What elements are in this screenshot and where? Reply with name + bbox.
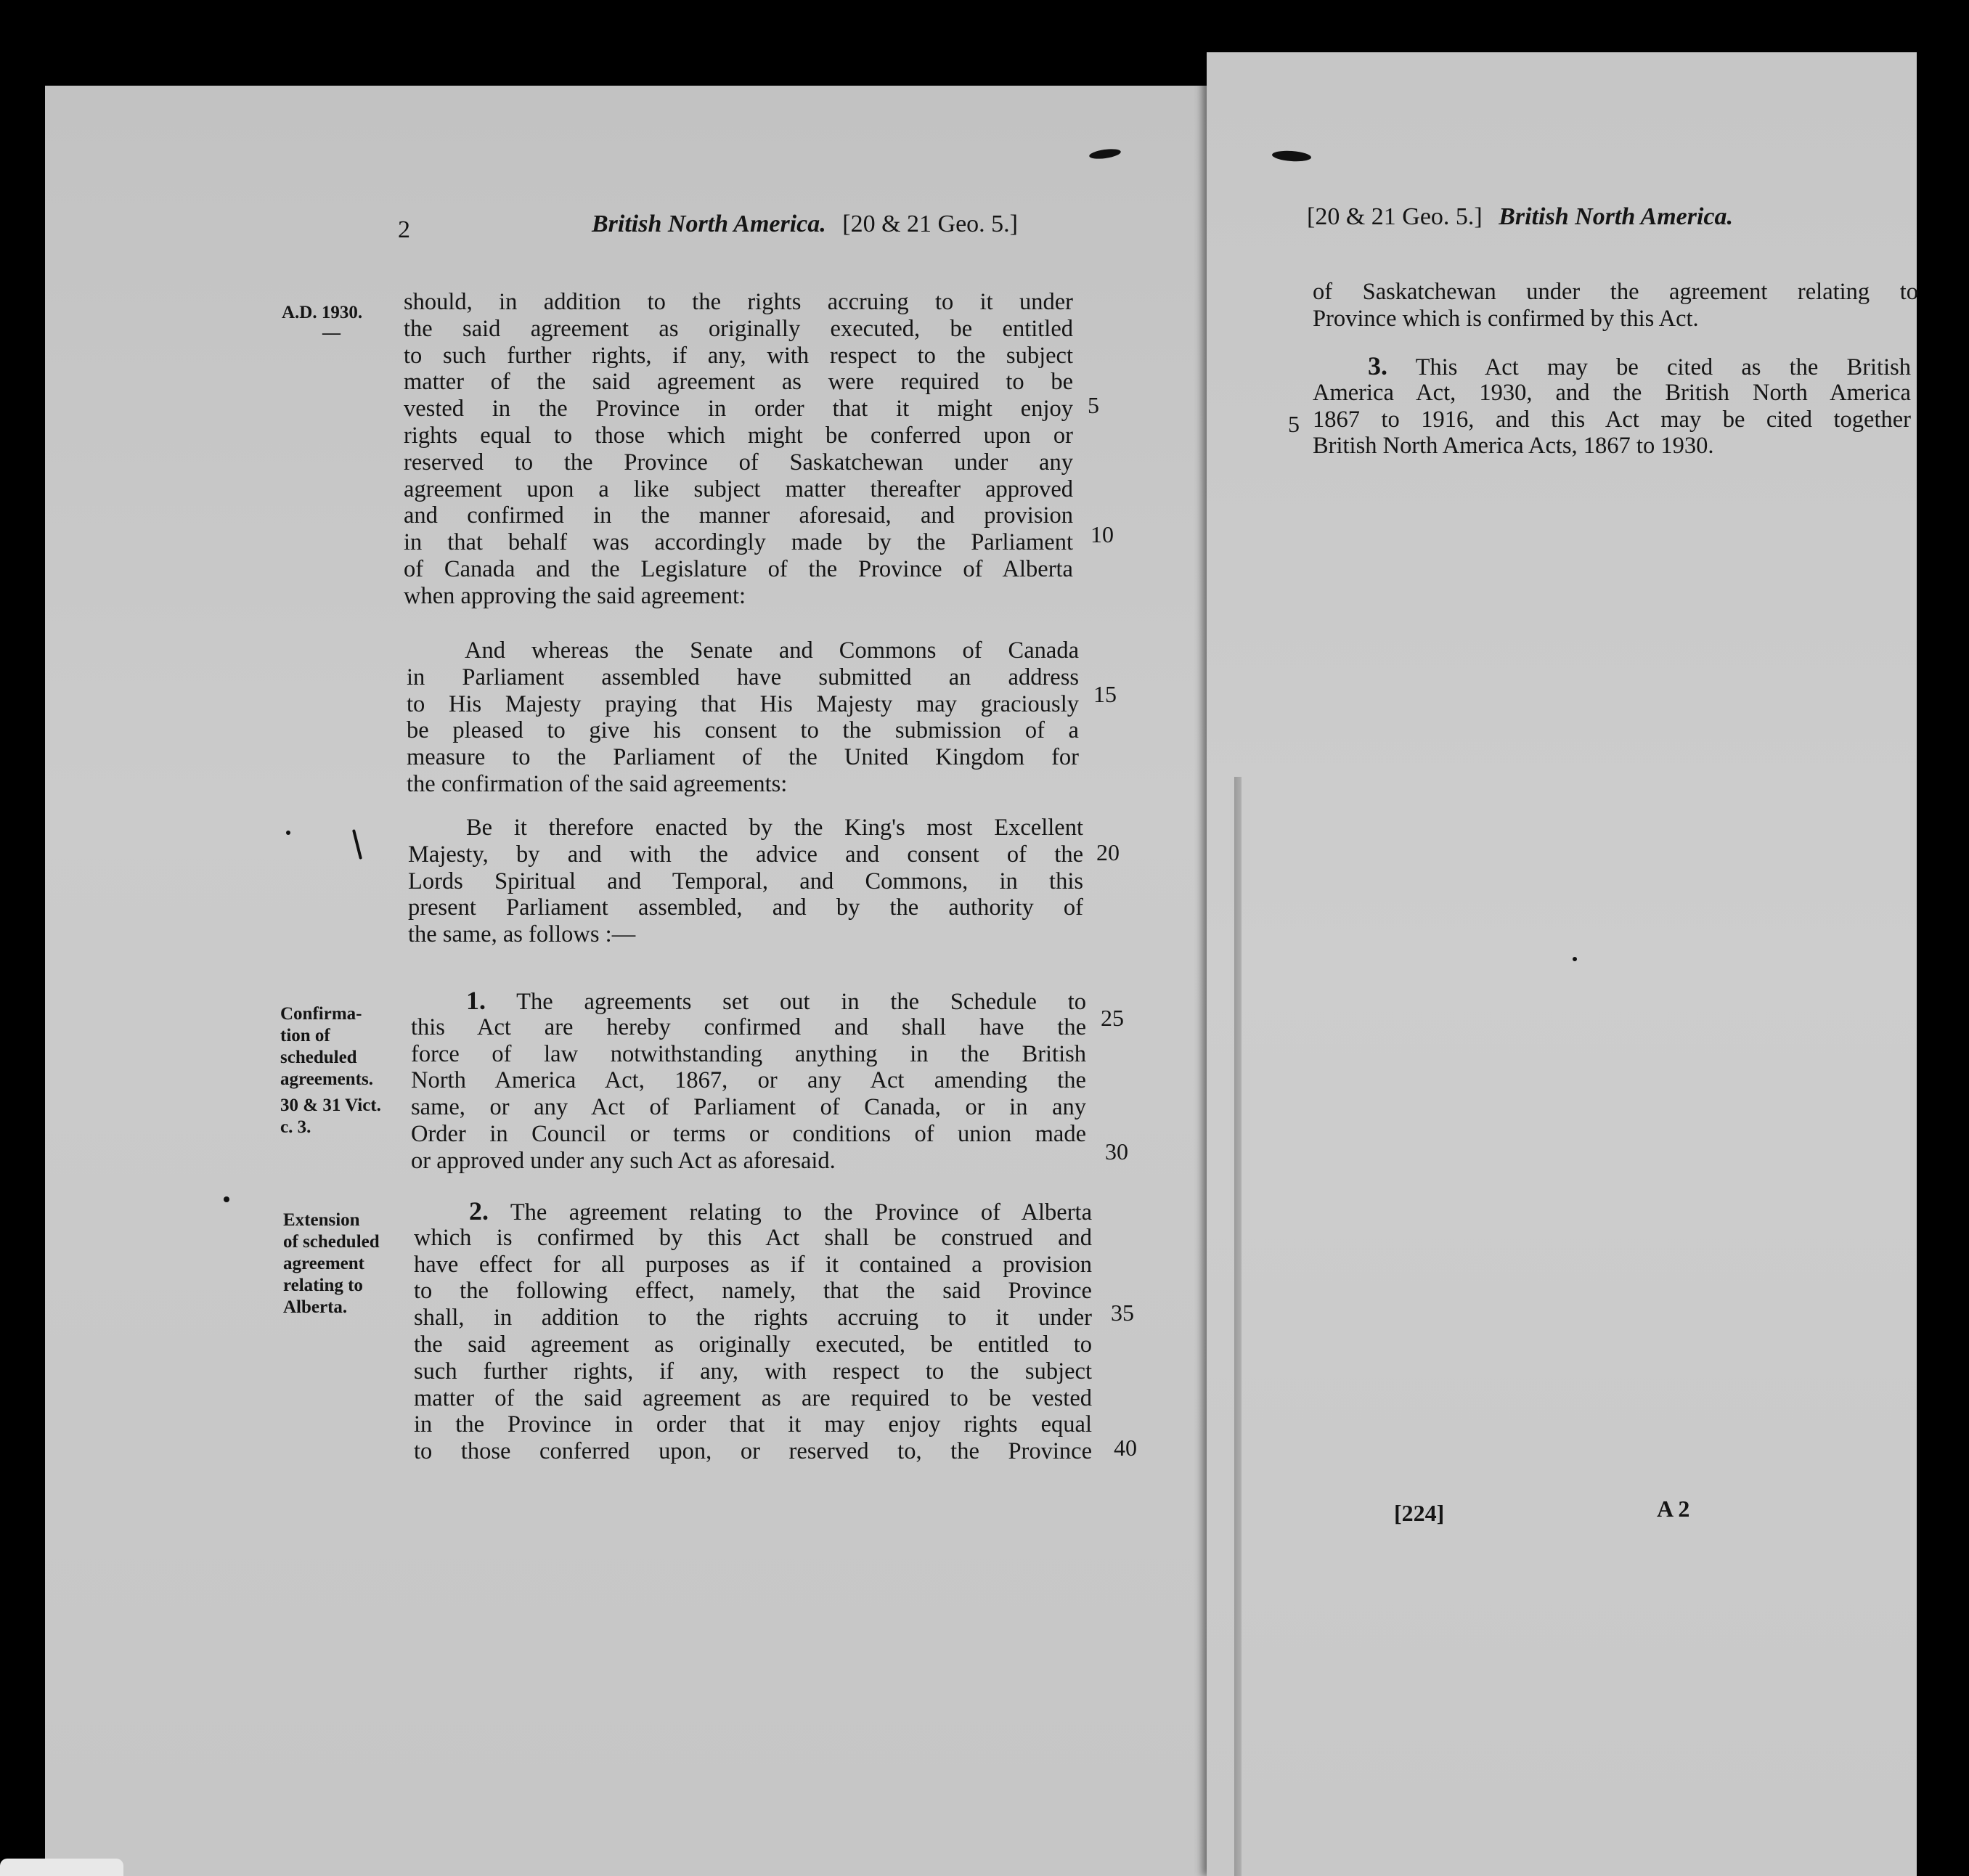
text-line: same, or any Act of Parliament of Canada, or in any bbox=[411, 1094, 1086, 1121]
text-line: the said agreement as originally executed, be entitled to bbox=[414, 1331, 1092, 1358]
right-continuation bbox=[1313, 279, 1918, 333]
text-line: of Canada and the Legislature of the Province of Alberta bbox=[404, 555, 1073, 582]
left-header-title: British North America. bbox=[592, 211, 826, 237]
section-1 bbox=[411, 987, 1086, 1175]
margin-year: A.D. 1930. bbox=[282, 303, 363, 322]
text-line: 2. The agreement relating to the Province of Alberta bbox=[469, 1196, 1092, 1225]
line-number: 5 bbox=[1088, 392, 1099, 418]
section-3 bbox=[1313, 353, 1911, 460]
scan-artifact bbox=[1573, 957, 1577, 961]
text-line: the same, as follows :— bbox=[408, 921, 636, 948]
text-line: reserved to the Province of Saskatchewan under any bbox=[404, 449, 1073, 476]
text-line: and confirmed in the manner aforesaid, and provision bbox=[404, 502, 1073, 529]
text-line: should, in addition to the rights accruing to it under bbox=[404, 289, 1073, 315]
line-number: 25 bbox=[1101, 1005, 1124, 1031]
text-line: this Act are hereby confirmed and shall have the bbox=[411, 1014, 1086, 1040]
text-line: in Parliament assembled have submitted an address bbox=[407, 664, 1079, 690]
section-2-number: 2. bbox=[469, 1196, 489, 1225]
text-line: the said agreement as originally executed, be entitled bbox=[404, 315, 1073, 342]
left-page-number: 2 bbox=[398, 216, 410, 243]
text-line: or approved under any such Act as aforesaid. bbox=[411, 1147, 836, 1174]
line-number: 30 bbox=[1105, 1138, 1128, 1165]
scan-artifact bbox=[224, 1196, 229, 1202]
right-header-citation: [20 & 21 Geo. 5.] bbox=[1307, 203, 1483, 230]
text-line: matter of the said agreement as were required to be bbox=[404, 369, 1073, 396]
text-line: which is confirmed by this Act shall be construed and bbox=[414, 1224, 1092, 1251]
text-line: have effect for all purposes as if it contained a provision bbox=[414, 1251, 1092, 1278]
text-line: Be it therefore enacted by the King's most Excellent bbox=[466, 815, 1083, 841]
section-2 bbox=[414, 1198, 1092, 1465]
text-line: in that behalf was accordingly made by the Parliament bbox=[404, 529, 1073, 556]
text-line: Lords Spiritual and Temporal, and Commons, in this bbox=[408, 868, 1083, 894]
text-line: Province which is confirmed by this Act. bbox=[1313, 305, 1699, 332]
text-line: measure to the Parliament of the United Kingdom for bbox=[407, 744, 1079, 771]
text-line: in the Province in order that it may enjoy rights equal bbox=[414, 1411, 1092, 1438]
left-running-header bbox=[592, 211, 1018, 238]
text-line: matter of the said agreement as are required to be vested bbox=[414, 1384, 1092, 1411]
line-number: 40 bbox=[1114, 1435, 1137, 1461]
text-line: vested in the Province in order that it might enjoy bbox=[404, 396, 1073, 423]
print-number: [224] bbox=[1394, 1500, 1445, 1526]
text-line: Majesty, by and with the advice and consent of the bbox=[408, 841, 1083, 868]
text-line: to those conferred upon, or reserved to, the Province bbox=[414, 1438, 1092, 1465]
text-line: British North America Acts, 1867 to 1930. bbox=[1313, 433, 1714, 460]
film-edge-mark bbox=[0, 1859, 123, 1876]
text-line: 1. The agreements set out in the Schedule to bbox=[466, 986, 1086, 1015]
text-line: such further rights, if any, with respect to the subject bbox=[414, 1358, 1092, 1384]
line-number: 15 bbox=[1093, 681, 1117, 707]
enacting-clause bbox=[408, 815, 1083, 948]
line-number: 20 bbox=[1096, 839, 1120, 865]
text-line: force of law notwithstanding anything in the British bbox=[411, 1040, 1086, 1067]
text-line: present Parliament assembled, and by the authority of bbox=[408, 894, 1083, 921]
section-1-margin-note: Confirma- tion of scheduled agreements. bbox=[280, 1004, 373, 1089]
page-fold-shadow bbox=[1234, 777, 1242, 1876]
text-line: 1867 to 1916, and this Act may be cited together bbox=[1313, 406, 1911, 433]
text-line: And whereas the Senate and Commons of Canada bbox=[465, 637, 1079, 664]
text-line: when approving the said agreement: bbox=[404, 582, 746, 609]
text-line: to the following effect, namely, that the said Province bbox=[414, 1278, 1092, 1305]
text-line: agreement upon a like subject matter thereafter approved bbox=[404, 476, 1073, 502]
line-number: 5 bbox=[1288, 411, 1300, 437]
text-line: America Act, 1930, and the British North America bbox=[1313, 379, 1911, 406]
text-line: the confirmation of the said agreements: bbox=[407, 770, 788, 797]
text-line: 3. This Act may be cited as the British bbox=[1368, 351, 1911, 380]
left-header-citation: [20 & 21 Geo. 5.] bbox=[842, 211, 1019, 237]
margin-dash: — bbox=[322, 323, 341, 343]
text-line: be pleased to give his consent to the submission of a bbox=[407, 717, 1079, 744]
text-line: of Saskatchewan under the agreement relating to bbox=[1313, 279, 1918, 305]
right-running-header bbox=[1307, 203, 1733, 231]
signature-mark: A 2 bbox=[1657, 1496, 1690, 1522]
text-line: North America Act, 1867, or any Act amending the bbox=[411, 1067, 1086, 1094]
paragraph-2 bbox=[407, 637, 1079, 798]
line-number: 10 bbox=[1091, 521, 1114, 547]
text-line: to such further rights, if any, with respect to the subject bbox=[404, 342, 1073, 369]
text-line: to His Majesty praying that His Majesty may graciously bbox=[407, 690, 1079, 717]
text-line: Order in Council or terms or conditions of union made bbox=[411, 1120, 1086, 1147]
section-1-statute-citation: 30 & 31 Vict. c. 3. bbox=[280, 1096, 381, 1137]
text-line: rights equal to those which might be conferred upon or bbox=[404, 422, 1073, 449]
right-header-title: British North America. bbox=[1499, 203, 1734, 230]
scan-artifact bbox=[286, 831, 290, 835]
paragraph-1 bbox=[404, 289, 1073, 610]
line-number: 35 bbox=[1111, 1300, 1134, 1326]
section-2-margin-note: Extension of scheduled agreement relating to Alberta. bbox=[283, 1210, 380, 1317]
section-3-number: 3. bbox=[1368, 351, 1387, 380]
section-1-number: 1. bbox=[466, 986, 486, 1015]
text-line: shall, in addition to the rights accruing to it under bbox=[414, 1305, 1092, 1331]
